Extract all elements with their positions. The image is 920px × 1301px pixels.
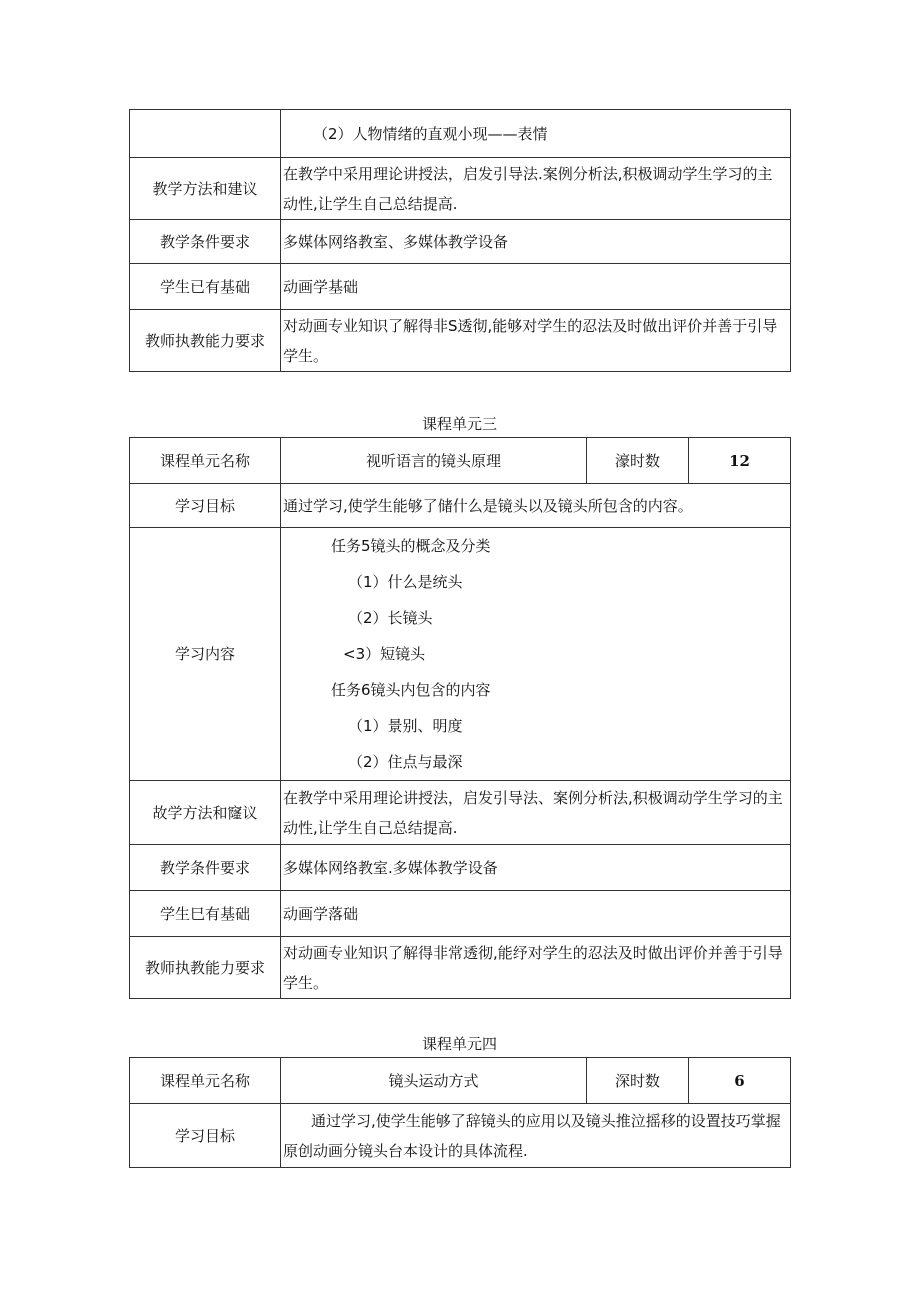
method-value: 在教学中采用理论讲授法，启发引导法、案例分析法,积极调动学生学习的主动性,让学生自己总结提高. <box>281 781 791 845</box>
content-list <box>281 528 791 781</box>
row-label-empty <box>130 110 281 158</box>
content-item: （2）住点与最深 <box>348 753 463 771</box>
content-item: 任务5镜头的概念及分类 <box>331 537 491 555</box>
basis-value: 动画学基础 <box>281 264 791 310</box>
table-row <box>130 110 791 158</box>
table-row <box>130 937 791 999</box>
goal-value: 通过学习,使学生能够了辞镜头的应用以及镜头推泣摇移的设置技巧掌握原创动画分镜头台本设计的具体流程. <box>281 1104 791 1168</box>
goal-label: 学习目标 <box>130 1104 281 1168</box>
conditions-value: 多媒体网络教室.多媒体教学设备 <box>281 845 791 891</box>
goal-label: 学习目标 <box>130 484 281 528</box>
table-row <box>130 220 791 264</box>
content-item: （1）什么是统头 <box>348 573 463 591</box>
basis-value: 动画学落础 <box>281 891 791 937</box>
unit3-table <box>129 437 791 999</box>
conditions-label: 教学条件要求 <box>130 220 281 264</box>
unit-name-value: 镜头运动方式 <box>281 1058 587 1104</box>
unit-name-label: 课程单元名称 <box>130 438 281 484</box>
hours-value: 12 <box>689 438 791 484</box>
goal-value: 通过学习,使学生能够了储什么是镜头以及镜头所包含的内容。 <box>281 484 791 528</box>
ability-value: 对动画专业知识了解得非S透彻,能够对学生的忍法及时做出评价并善于引导学生。 <box>281 310 791 372</box>
hours-value: 6 <box>689 1058 791 1104</box>
method-label: 故学方法和窿议 <box>130 781 281 845</box>
unit2-continuation-table <box>129 109 791 372</box>
table-row <box>130 264 791 310</box>
ability-label: 教师执教能力要求 <box>130 937 281 999</box>
table-row <box>130 438 791 484</box>
ability-label: 教师执教能力要求 <box>130 310 281 372</box>
conditions-value: 多媒体网络教室、多媒体教学设备 <box>281 220 791 264</box>
table-row <box>130 310 791 372</box>
table-row <box>130 528 791 781</box>
basis-label: 学生巳有基础 <box>130 891 281 937</box>
table-row <box>130 484 791 528</box>
unit4-table <box>129 1057 791 1168</box>
method-value: 在教学中采用理论讲授法，启发引导法.案例分析法,积极调动学生学习的主动性,让学生自己总结提高. <box>281 158 791 220</box>
table-row <box>130 158 791 220</box>
content-item: （1）景别、明度 <box>348 717 463 735</box>
content-item: <3）短镜头 <box>343 645 426 663</box>
hours-label: 深时数 <box>587 1058 689 1104</box>
content-item: （2）人物情绪的直观小现——表情 <box>281 110 791 158</box>
table-row <box>130 845 791 891</box>
conditions-label: 教学条件要求 <box>130 845 281 891</box>
unit3-caption: 课程单元三 <box>421 415 497 433</box>
content-label: 学习内容 <box>130 528 281 781</box>
table-row <box>130 1104 791 1168</box>
content-item: 任务6镜头内包含的内容 <box>331 681 491 699</box>
table-row <box>130 891 791 937</box>
unit-name-value: 视听语言的镜头原理 <box>281 438 587 484</box>
unit-name-label: 课程单元名称 <box>130 1058 281 1104</box>
basis-label: 学生已有基础 <box>130 264 281 310</box>
hours-label: 濠时数 <box>587 438 689 484</box>
unit4-caption: 课程单元四 <box>421 1035 497 1053</box>
ability-value: 对动画专业知识了解得非常透彻,能纾对学生的忍法及时做出评价并善于引导学生。 <box>281 937 791 999</box>
content-item: （2）长镜头 <box>348 609 433 627</box>
table-row <box>130 1058 791 1104</box>
method-label: 教学方法和建议 <box>130 158 281 220</box>
table-row <box>130 781 791 845</box>
